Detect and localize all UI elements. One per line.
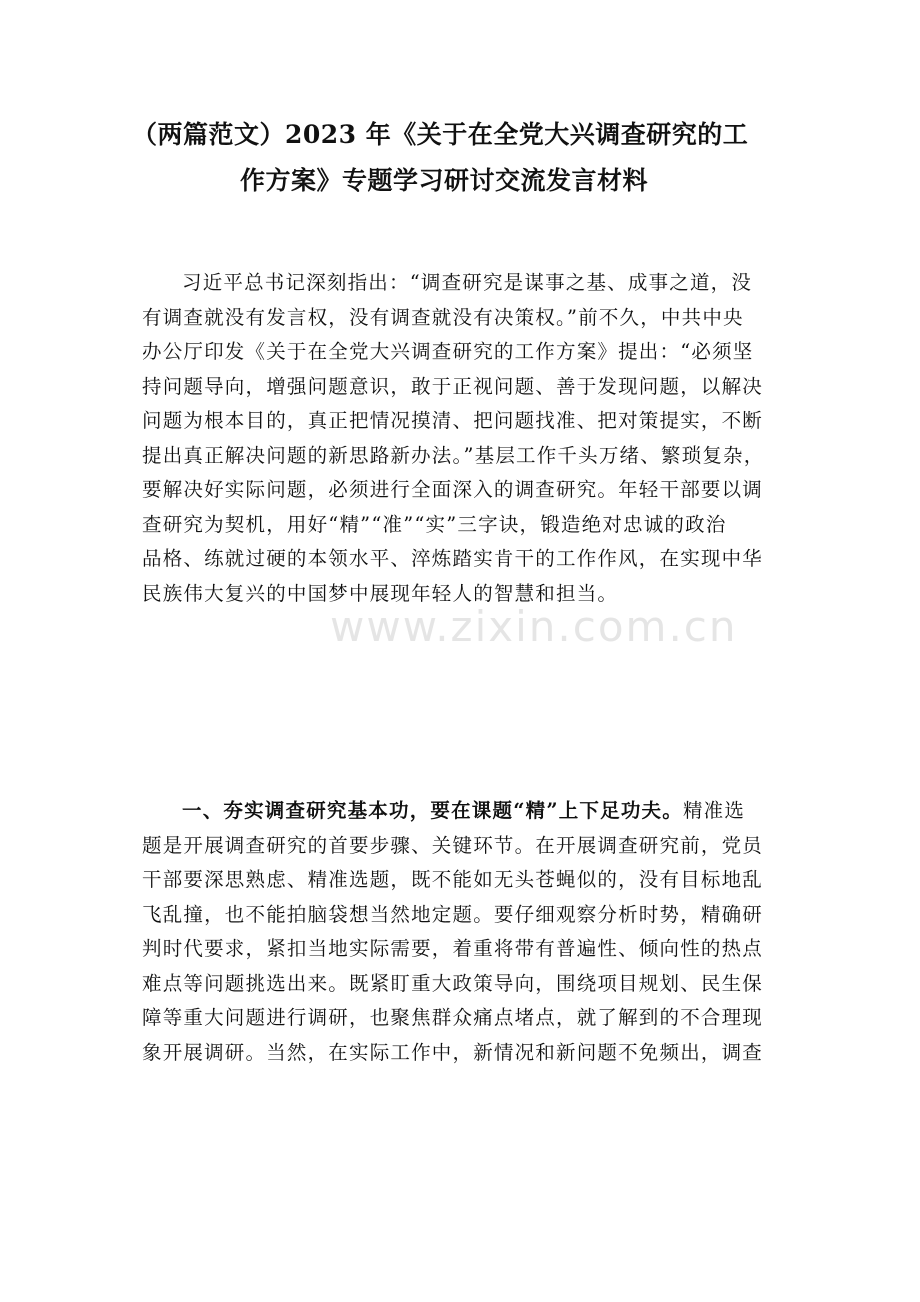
paragraph-line: 品格、练就过硬的本领水平、淬炼踏实肯干的工作作风，在实现中华 bbox=[142, 547, 764, 570]
paragraph-line: 障等重大问题进行调研，也聚焦群众痛点堵点，就了解到的不合理现 bbox=[142, 1006, 764, 1029]
section-1 bbox=[142, 794, 782, 1070]
paragraph-line: 持问题导向，增强问题意识，敢于正视问题、善于发现问题，以解决 bbox=[142, 374, 764, 398]
paragraph-line: 难点等问题挑选出来。既紧盯重大政策导向，围绕项目规划、民生保 bbox=[142, 971, 764, 995]
paragraph-line: 飞乱撞，也不能拍脑袋想当然地定题。要仔细观察分析时势，精确研 bbox=[142, 902, 764, 926]
paragraph-line: 问题为根本目的，真正把情况摸清、把问题找准、把对策提实，不断 bbox=[142, 409, 764, 432]
paragraph-line: 提出真正解决问题的新思路新办法。”基层工作千头万绪、繁琐复杂， bbox=[142, 443, 765, 467]
paragraph-line: 查研究为契机，用好“精”“准”“实”三字诀，锻造绝对忠诚的政治 bbox=[142, 512, 727, 536]
paragraph-line: 判时代要求，紧扣当地实际需要，着重将带有普遍性、倾向性的热点 bbox=[142, 937, 764, 960]
paragraph-intro bbox=[142, 266, 782, 611]
paragraph-line: 习近平总书记深刻指出：“调查研究是谋事之基、成事之道，没 bbox=[182, 271, 753, 294]
section-1-first-line bbox=[142, 794, 782, 829]
paragraph-line: 干部要深思熟虑、精准选题，既不能如无头苍蝇似的，没有目标地乱 bbox=[142, 868, 764, 891]
section-1-heading-tail: 精准选 bbox=[682, 799, 746, 822]
paragraph-line: 有调查就没有发言权，没有调查就没有决策权。”前不久，中共中央 bbox=[142, 305, 744, 329]
watermark: www.zixin.com.cn bbox=[330, 602, 738, 651]
document-title bbox=[130, 112, 790, 204]
title-line-2: 作方案》专题学习研讨交流发言材料 bbox=[240, 166, 649, 195]
paragraph-line: 办公厅印发《关于在全党大兴调查研究的工作方案》提出：“必须坚 bbox=[142, 340, 754, 363]
section-1-heading: 一、夯实调查研究基本功，要在课题“精”上下足功夫。 bbox=[182, 799, 683, 822]
paragraph-line: 象开展调研。当然，在实际工作中，新情况和新问题不免频出，调查 bbox=[142, 1040, 764, 1064]
paragraph-line: 要解决好实际问题，必须进行全面深入的调查研究。年轻干部要以调 bbox=[142, 478, 764, 501]
paragraph-line: 民族伟大复兴的中国梦中展现年轻人的智慧和担当。 bbox=[142, 581, 619, 605]
title-line-1: （两篇范文）2023 年《关于在全党大兴调查研究的工 bbox=[132, 120, 749, 149]
paragraph-line: 题是开展调查研究的首要步骤、关键环节。在开展调查研究前，党员 bbox=[142, 833, 764, 857]
